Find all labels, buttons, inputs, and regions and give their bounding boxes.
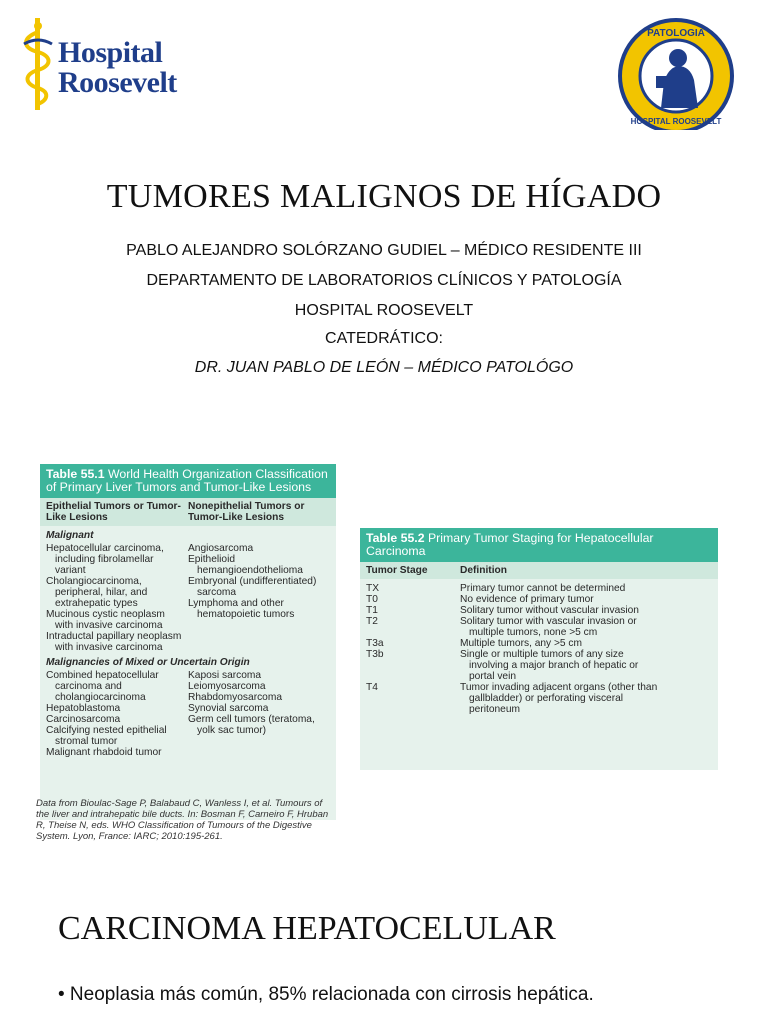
table-header: Table 55.1 World Health Organization Classification of Primary Liver Tumors and Tumor-Like Lesions <box>40 464 336 498</box>
definition-cell: portal vein <box>469 671 517 682</box>
table-row <box>366 616 712 627</box>
table-row <box>366 638 712 649</box>
section-heading: Malignancies of Mixed or Uncertain Origin <box>46 657 250 668</box>
who-classification-table <box>40 464 336 820</box>
malignant-epithelial-list: Hepatocellular carcinoma, including fibrolamellar variant Cholangiocarcinoma, peripheral, hilar, and extrahepatic types Mucinous cystic neoplasm with invasive carcinoma Intraductal papillary neoplasm with invasive carcinoma <box>46 543 182 653</box>
table-column-headers: Tumor Stage Definition <box>360 562 718 579</box>
mixed-origin-left-list: Combined hepatocellular carcinoma and cholangiocarcinoma Hepatoblastoma Carcinosarcoma Calcifying nested epithelial stromal tumor Malignant rhabdoid tumor <box>46 670 167 758</box>
stage-cell <box>366 627 460 638</box>
table-row <box>366 583 712 594</box>
bullet-item: • Neoplasia más común, 85% relacionada con cirrosis hepática. <box>58 984 594 1005</box>
table-row <box>366 649 712 660</box>
section-heading-carcinoma: CARCINOMA HEPATOCELULAR <box>58 910 556 947</box>
department-line: DEPARTAMENTO DE LABORATORIOS CLÍNICOS Y PATOLOGÍA <box>146 272 622 289</box>
table-row <box>366 671 712 682</box>
stage-cell <box>366 671 460 682</box>
definition-cell: involving a major branch of hepatic or <box>469 660 639 671</box>
caduceus-icon <box>18 18 58 114</box>
definition-cell: Solitary tumor without vascular invasion <box>460 605 639 616</box>
table-row <box>366 682 712 693</box>
catedratico-label: CATEDRÁTICO: <box>325 330 443 347</box>
table-row <box>366 704 712 715</box>
table-header: Table 55.2 Primary Tumor Staging for Hepatocellular Carcinoma <box>360 528 718 562</box>
stage-cell: TX <box>366 583 380 594</box>
table-row <box>366 605 712 616</box>
tumor-staging-table <box>360 528 718 770</box>
malignant-nonepithelial-list: Angiosarcoma Epithelioid hemangioendothelioma Embryonal (undifferentiated) sarcoma Lymphoma and other hematopoietic tumors <box>188 543 317 620</box>
table-row <box>366 594 712 605</box>
stage-cell <box>366 660 460 671</box>
stage-cell: T4 <box>366 682 378 693</box>
author-line: PABLO ALEJANDRO SOLÓRZANO GUDIEL – MÉDICO RESIDENTE III <box>126 242 642 259</box>
table-row <box>366 660 712 671</box>
table-column-headers: Epithelial Tumors or Tumor-Like Lesions Nonepithelial Tumors or Tumor-Like Lesions <box>40 498 336 526</box>
definition-cell: Primary tumor cannot be determined <box>460 583 626 594</box>
table-row <box>366 627 712 638</box>
definition-cell: gallbladder) or perforating visceral <box>469 693 624 704</box>
staging-rows <box>360 579 718 719</box>
stage-cell: T3a <box>366 638 384 649</box>
definition-cell: multiple tumors, none >5 cm <box>469 627 598 638</box>
mixed-origin-right-list: Kaposi sarcoma Leiomyosarcoma Rhabdomyosarcoma Synovial sarcoma Germ cell tumors (teratoma, yolk sac tumor) <box>188 670 315 736</box>
definition-cell: Single or multiple tumors of any size <box>460 649 624 660</box>
patologia-seal-logo <box>616 18 738 130</box>
hospital-roosevelt-logo <box>18 18 178 114</box>
section-heading: Malignant <box>46 530 94 541</box>
definition-cell: Solitary tumor with vascular invasion or <box>460 616 637 627</box>
svg-text:PATOLOGIA: PATOLOGIA <box>647 28 705 39</box>
hospital-logo-text: Hospital Roosevelt <box>58 36 177 99</box>
stage-cell <box>366 693 460 704</box>
catedratico-name: DR. JUAN PABLO DE LEÓN – MÉDICO PATOLÓGO <box>194 359 574 376</box>
hospital-line: HOSPITAL ROOSEVELT <box>294 302 474 319</box>
svg-text:HOSPITAL ROOSEVELT: HOSPITAL ROOSEVELT <box>630 117 722 126</box>
stage-cell: T2 <box>366 616 378 627</box>
table-row <box>366 693 712 704</box>
definition-cell: Multiple tumors, any >5 cm <box>460 638 583 649</box>
stage-cell <box>366 704 460 715</box>
definition-cell: Tumor invading adjacent organs (other than <box>460 682 658 693</box>
definition-cell: peritoneum <box>469 704 520 715</box>
stage-cell: T1 <box>366 605 378 616</box>
stage-cell: T0 <box>366 594 378 605</box>
page-title: TUMORES MALIGNOS DE HÍGADO <box>106 178 662 215</box>
table-citation: Data from Bioulac-Sage P, Balabaud C, Wanless I, et al. Tumours of the liver and intrahepatic bile ducts. In: Bosman F, Carneiro F, Hruban R, Theise N, eds. WHO Classification of Tumours of the Digestive System. Lyon, France: IARC; 2010:195-261. <box>36 798 329 842</box>
definition-cell: No evidence of primary tumor <box>460 594 594 605</box>
stage-cell: T3b <box>366 649 384 660</box>
